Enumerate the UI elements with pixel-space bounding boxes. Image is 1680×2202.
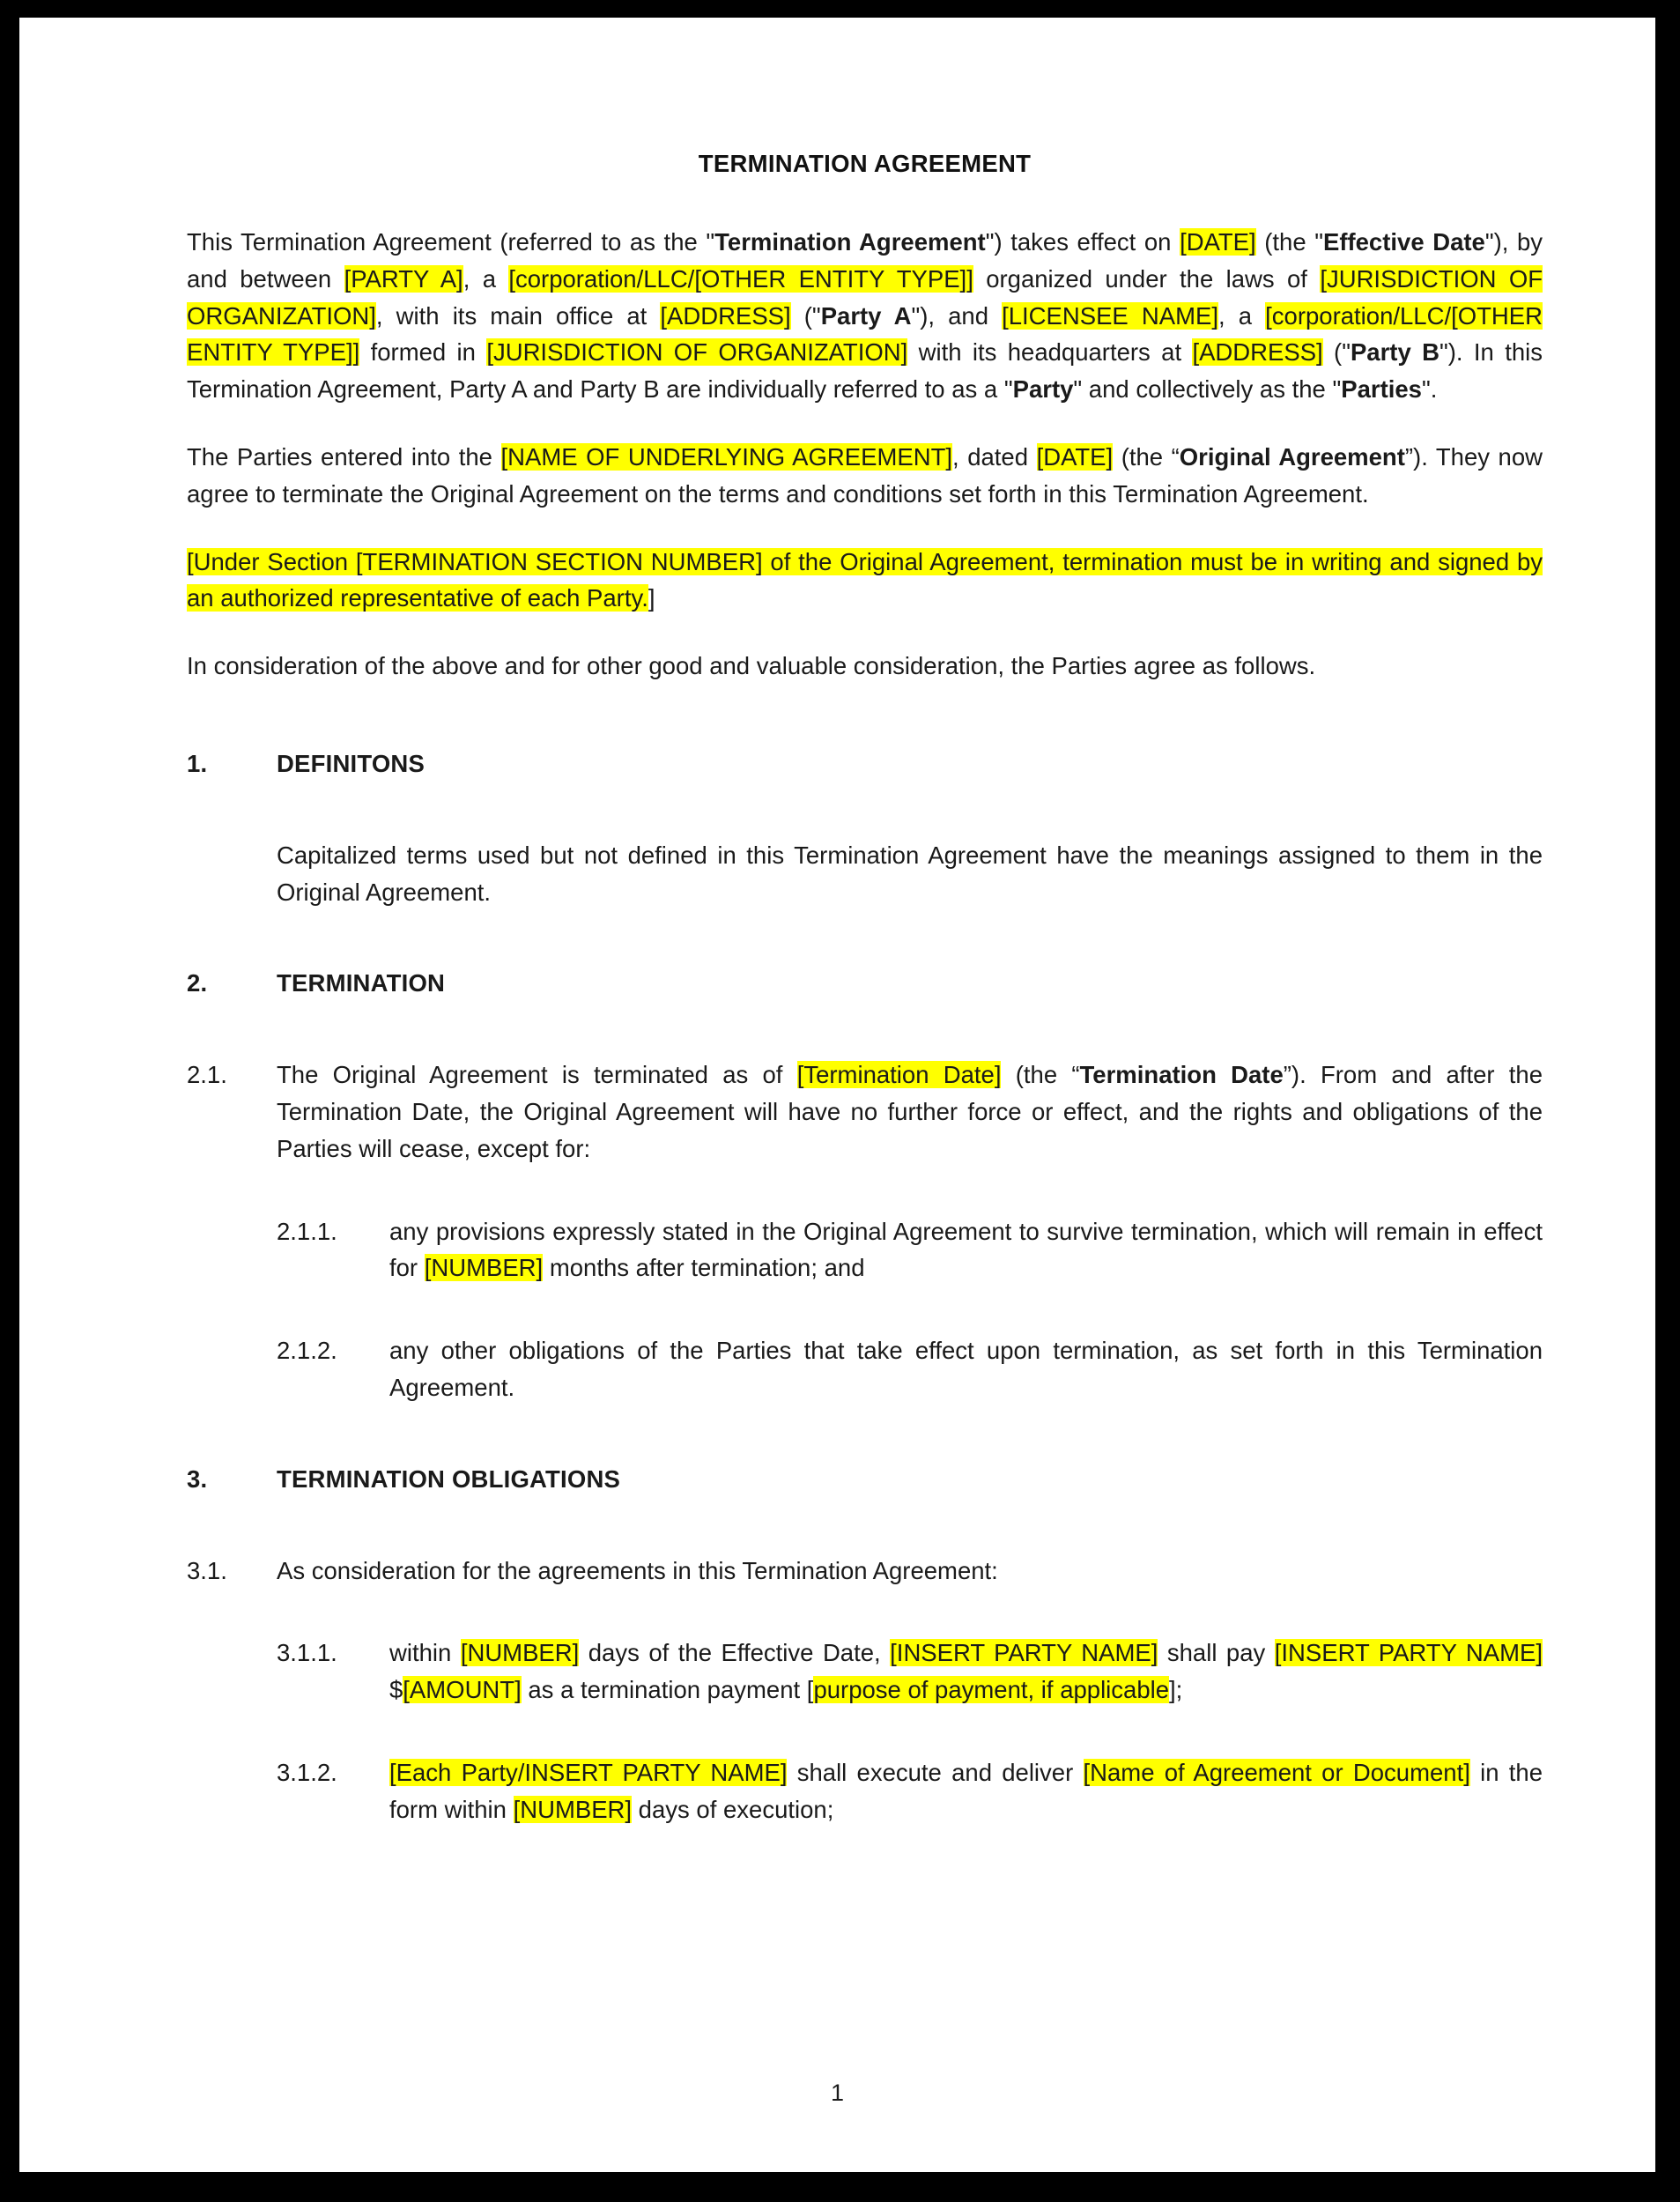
text-run: (" xyxy=(1322,338,1351,367)
text-run: The Original Agreement is terminated as of xyxy=(277,1061,797,1089)
spacer xyxy=(187,1498,1543,1553)
clause-text xyxy=(389,1213,1543,1287)
highlight-entity-type-b: [corporation/LLC/[OTHER ENTITY TYPE]] xyxy=(187,301,1543,367)
text-run: days of the Effective Date, xyxy=(579,1639,891,1667)
clause-3-1 xyxy=(187,1553,1543,1590)
section-title: DEFINITONS xyxy=(277,749,426,777)
text-run: ”). From and after the Termination Date, the Original Agreement will have no further force or effect, and the rights and obligations of the Parties will cease, except for: xyxy=(277,1061,1543,1162)
spacer xyxy=(187,715,1543,745)
bold-run: Party B xyxy=(1350,338,1439,367)
page-number: 1 xyxy=(830,2080,845,2106)
text-run: as a termination payment [ xyxy=(521,1676,814,1704)
section-heading-3 xyxy=(187,1461,1543,1498)
text-run: organized under the laws of xyxy=(973,264,1321,293)
clause-text xyxy=(277,1057,1543,1167)
spacer xyxy=(187,910,1543,965)
section-heading-1 xyxy=(187,745,1543,782)
clause-text xyxy=(389,1635,1543,1709)
text-run: shall pay xyxy=(1158,1639,1275,1667)
text-run: ") takes effect on xyxy=(985,228,1180,256)
spacer xyxy=(187,1406,1543,1461)
text-run: "). In this Termination Agreement, Party A and Party B are individually referred to as a " xyxy=(187,338,1543,404)
text-run: (the “ xyxy=(1113,442,1180,471)
highlight-receiving-party: [INSERT PARTY NAME] xyxy=(1274,1639,1543,1667)
text-run: , with its main office at xyxy=(375,301,661,330)
spacer xyxy=(187,1286,1543,1332)
highlight-agreement-or-document: [Name of Agreement or Document] xyxy=(1083,1758,1470,1786)
preamble-paragraph-4 xyxy=(187,648,1543,685)
section-number: 1. xyxy=(187,749,208,777)
bold-run: Party A xyxy=(820,301,912,330)
text-run: formed in xyxy=(359,338,487,367)
bold-run: Party xyxy=(1012,375,1074,404)
clause-3-1-1 xyxy=(277,1635,1543,1709)
clause-number: 3.1.1. xyxy=(277,1639,337,1667)
text-run: with its headquarters at xyxy=(907,338,1193,367)
preamble-paragraph-2 xyxy=(187,439,1543,513)
text-run: $ xyxy=(389,1676,403,1704)
text-run: "), by and between xyxy=(187,228,1543,293)
section-title: TERMINATION xyxy=(277,969,446,997)
text-run: ". xyxy=(1421,375,1438,404)
clause-2-1 xyxy=(187,1057,1543,1167)
text-run: "), and xyxy=(911,301,1003,330)
bold-run: Parties xyxy=(1341,375,1422,404)
clause-text xyxy=(389,1754,1543,1828)
bold-run: Original Agreement xyxy=(1179,442,1405,471)
spacer xyxy=(187,782,1543,837)
document-page xyxy=(19,18,1655,2172)
highlight-address-b: [ADDRESS] xyxy=(1192,338,1323,367)
spacer xyxy=(187,1002,1543,1057)
highlight-entity-type-a: [corporation/LLC/[OTHER ENTITY TYPE]] xyxy=(508,264,973,293)
text-run: ]; xyxy=(1169,1676,1183,1704)
text-run: days of execution; xyxy=(632,1795,834,1823)
highlight-execution-days: [NUMBER] xyxy=(513,1795,633,1823)
clause-number: 2.1. xyxy=(187,1061,227,1089)
text-run: , dated xyxy=(952,442,1037,471)
clause-text: As consideration for the agreements in this Termination Agreement: xyxy=(277,1556,998,1584)
highlight-termination-section-note: [Under Section [TERMINATION SECTION NUMBER] of the Original Agreement, termination must be in writing and signed by an authorized representative of each Party. xyxy=(187,547,1543,612)
bold-run: Termination Date xyxy=(1079,1061,1284,1089)
text-run: months after termination; and xyxy=(543,1254,865,1282)
text-run: ”). They now agree to terminate the Original Agreement on the terms and conditions set forth in this Termination Agreement. xyxy=(187,442,1543,508)
highlight-party-a: [PARTY A] xyxy=(344,264,463,293)
clause-number: 3.1.2. xyxy=(277,1758,337,1786)
highlight-jurisdiction-a: [JURISDICTION OF ORGANIZATION] xyxy=(187,264,1543,330)
bold-run: Effective Date xyxy=(1322,228,1485,256)
clause-2-1-1 xyxy=(277,1213,1543,1287)
text-run: This Termination Agreement (referred to as the " xyxy=(187,228,715,256)
preamble-paragraph-1 xyxy=(187,224,1543,408)
bold-run: Termination Agreement xyxy=(714,228,986,256)
page-title: TERMINATION AGREEMENT xyxy=(698,150,1032,177)
text-run: any provisions expressly stated in the Original Agreement to survive termination, which will remain in effect for xyxy=(389,1217,1543,1282)
text-run: The Parties entered into the xyxy=(187,442,501,471)
text-run: in the form within xyxy=(389,1758,1543,1823)
highlight-licensee-name: [LICENSEE NAME] xyxy=(1002,301,1218,330)
highlight-executing-party: [Each Party/INSERT PARTY NAME] xyxy=(389,1758,788,1786)
section-number: 2. xyxy=(187,969,208,997)
text-run: In consideration of the above and for other good and valuable consideration, the Parties agree as follows. xyxy=(187,652,1316,680)
highlight-survival-months: [NUMBER] xyxy=(424,1254,544,1282)
clause-number: 3.1. xyxy=(187,1556,227,1584)
document-body xyxy=(187,224,1543,1828)
clause-text: any other obligations of the Parties that take effect upon termination, as set forth in this Termination Agreement. xyxy=(389,1337,1543,1401)
text-run: (the " xyxy=(1255,228,1323,256)
text-run: shall execute and deliver xyxy=(787,1758,1084,1786)
highlight-jurisdiction-b: [JURISDICTION OF ORGANIZATION] xyxy=(486,338,908,367)
preamble-paragraph-3 xyxy=(187,544,1543,618)
clause-number: 2.1.1. xyxy=(277,1217,337,1245)
section-1-body: Capitalized terms used but not defined in this Termination Agreement have the meanings assigned to them in the Original Agreement. xyxy=(277,841,1543,906)
clause-2-1-2 xyxy=(277,1332,1543,1406)
highlight-original-date: [DATE] xyxy=(1036,442,1114,471)
highlight-purpose-of-payment: purpose of payment, if applicable xyxy=(813,1676,1170,1704)
section-title: TERMINATION OBLIGATIONS xyxy=(277,1464,621,1493)
clause-number: 2.1.2. xyxy=(277,1337,337,1365)
text-run: (the “ xyxy=(1001,1061,1080,1089)
text-run: within xyxy=(389,1639,461,1667)
highlight-amount: [AMOUNT] xyxy=(403,1676,522,1704)
clause-3-1-2 xyxy=(277,1754,1543,1828)
highlight-payment-days: [NUMBER] xyxy=(460,1639,580,1667)
text-run: , a xyxy=(463,264,509,293)
section-number: 3. xyxy=(187,1464,208,1493)
spacer xyxy=(187,1168,1543,1213)
text-run: , a xyxy=(1217,301,1266,330)
highlight-underlying-agreement: [NAME OF UNDERLYING AGREEMENT] xyxy=(500,442,953,471)
text-run: (" xyxy=(790,301,821,330)
section-heading-2 xyxy=(187,965,1543,1002)
text-run: ] xyxy=(648,584,655,612)
highlight-paying-party: [INSERT PARTY NAME] xyxy=(890,1639,1158,1667)
spacer xyxy=(187,1589,1543,1635)
spacer xyxy=(187,1709,1543,1754)
text-run: " and collectively as the " xyxy=(1073,375,1342,404)
highlight-address-a: [ADDRESS] xyxy=(660,301,791,330)
highlight-termination-date: [Termination Date] xyxy=(796,1061,1002,1089)
highlight-date: [DATE] xyxy=(1180,228,1256,256)
